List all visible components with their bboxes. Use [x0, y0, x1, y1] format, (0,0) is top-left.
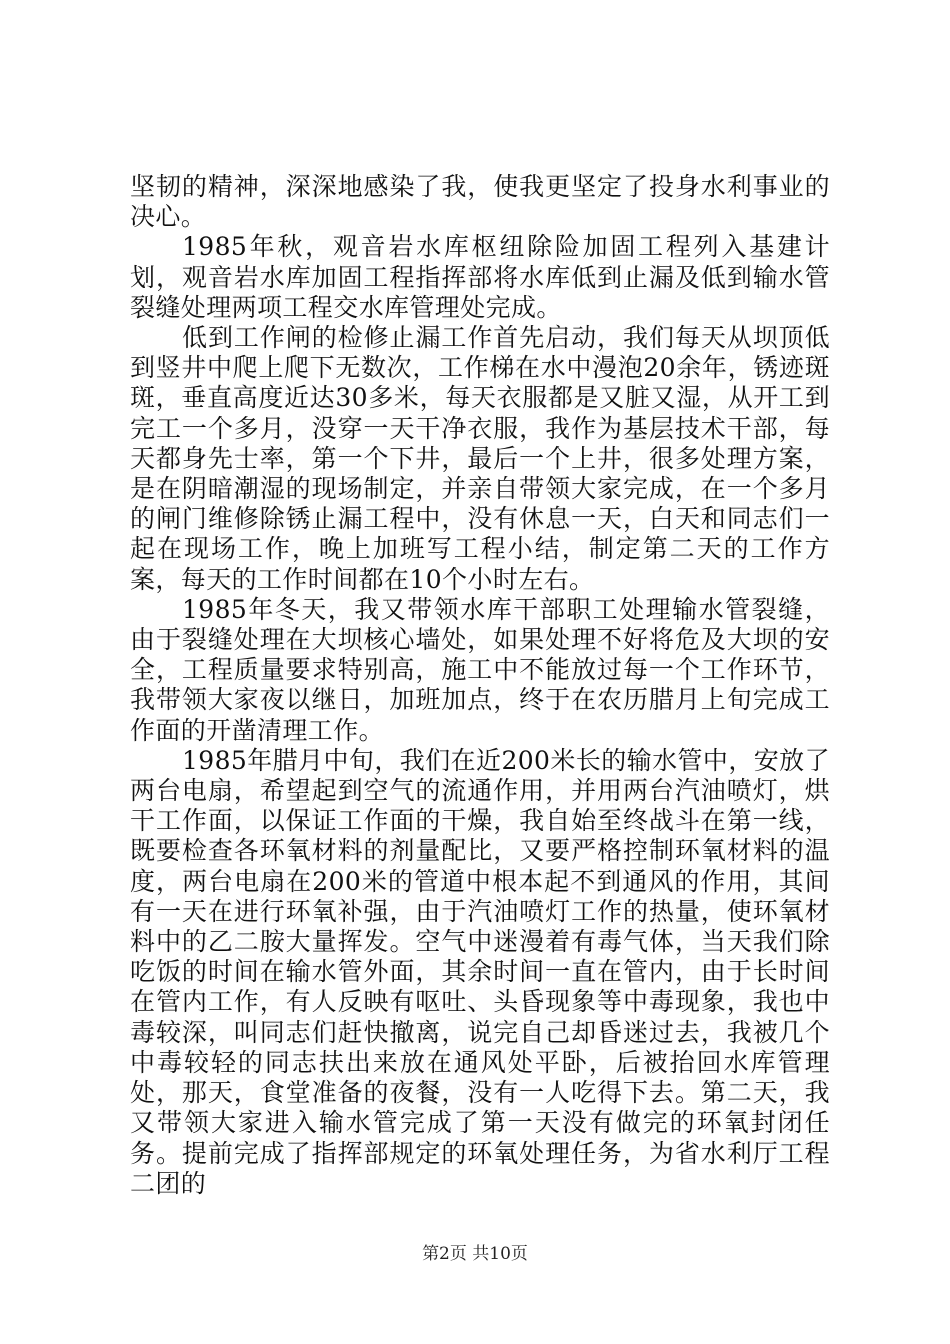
- paragraph-winter-1985: 1985年冬天，我又带领水库干部职工处理输水管裂缝，由于裂缝处理在大坝核心墙处，如果处理不好将危及大坝的安全，工程质量要求特别高，施工中不能放过每一个工作环节，我带领大家夜以继日，加班加点，终于在农历腊月上旬完成工作面的开凿清理工作。: [130, 594, 830, 745]
- document-body: [130, 172, 830, 1199]
- paragraph-gate-repair: 低到工作闸的检修止漏工作首先启动，我们每天从坝顶低到竖井中爬上爬下无数次，工作梯在水中漫泡20余年，锈迹斑斑，垂直高度近达30多米，每天衣服都是又脏又湿，从开工到完工一个多月，没穿一天干净衣服，我作为基层技术干部，每天都身先士率，第一个下井，最后一个上井，很多处理方案，是在阴暗潮湿的现场制定，并亲自带领大家完成，在一个多月的闸门维修除锈止漏工程中，没有休息一天，白天和同志们一起在现场工作，晚上加班写工程小结，制定第二天的工作方案，每天的工作时间都在10个小时左右。: [130, 323, 830, 594]
- paragraph-autumn-1985: 1985年秋，观音岩水库枢纽除险加固工程列入基建计划，观音岩水库加固工程指挥部将水库低到止漏及低到输水管裂缝处理两项工程交水库管理处完成。: [130, 232, 830, 322]
- paragraph-continuation: 坚韧的精神，深深地感染了我，使我更坚定了投身水利事业的决心。: [130, 172, 830, 232]
- page-number-footer: 第2页 共10页: [422, 1244, 528, 1264]
- paragraph-december-1985: 1985年腊月中旬，我们在近200米长的输水管中，安放了两台电扇，希望起到空气的流通作用，并用两台汽油喷灯，烘干工作面，以保证工作面的干燥，我自始至终战斗在第一线，既要检查各环氧材料的剂量配比，又要严格控制环氧材料的温度，两台电扇在200米的管道中根本起不到通风的作用，其间有一天在进行环氧补强，由于汽油喷灯工作的热量，使环氧材料中的乙二胺大量挥发。空气中迷漫着有毒气体，当天我们除吃饭的时间在输水管外面，其余时间一直在管内，由于长时间在管内工作，有人反映有呕吐、头昏现象等中毒现象，我也中毒较深，叫同志们赶快撤离，说完自己却昏迷过去，我被几个中毒较轻的同志扶出来放在通风处平卧，后被抬回水库管理处，那天，食堂准备的夜餐，没有一人吃得下去。第二天，我又带领大家进入输水管完成了第一天没有做完的环氧封闭任务。提前完成了指挥部规定的环氧处理任务，为省水利厅工程二团的: [130, 745, 830, 1198]
